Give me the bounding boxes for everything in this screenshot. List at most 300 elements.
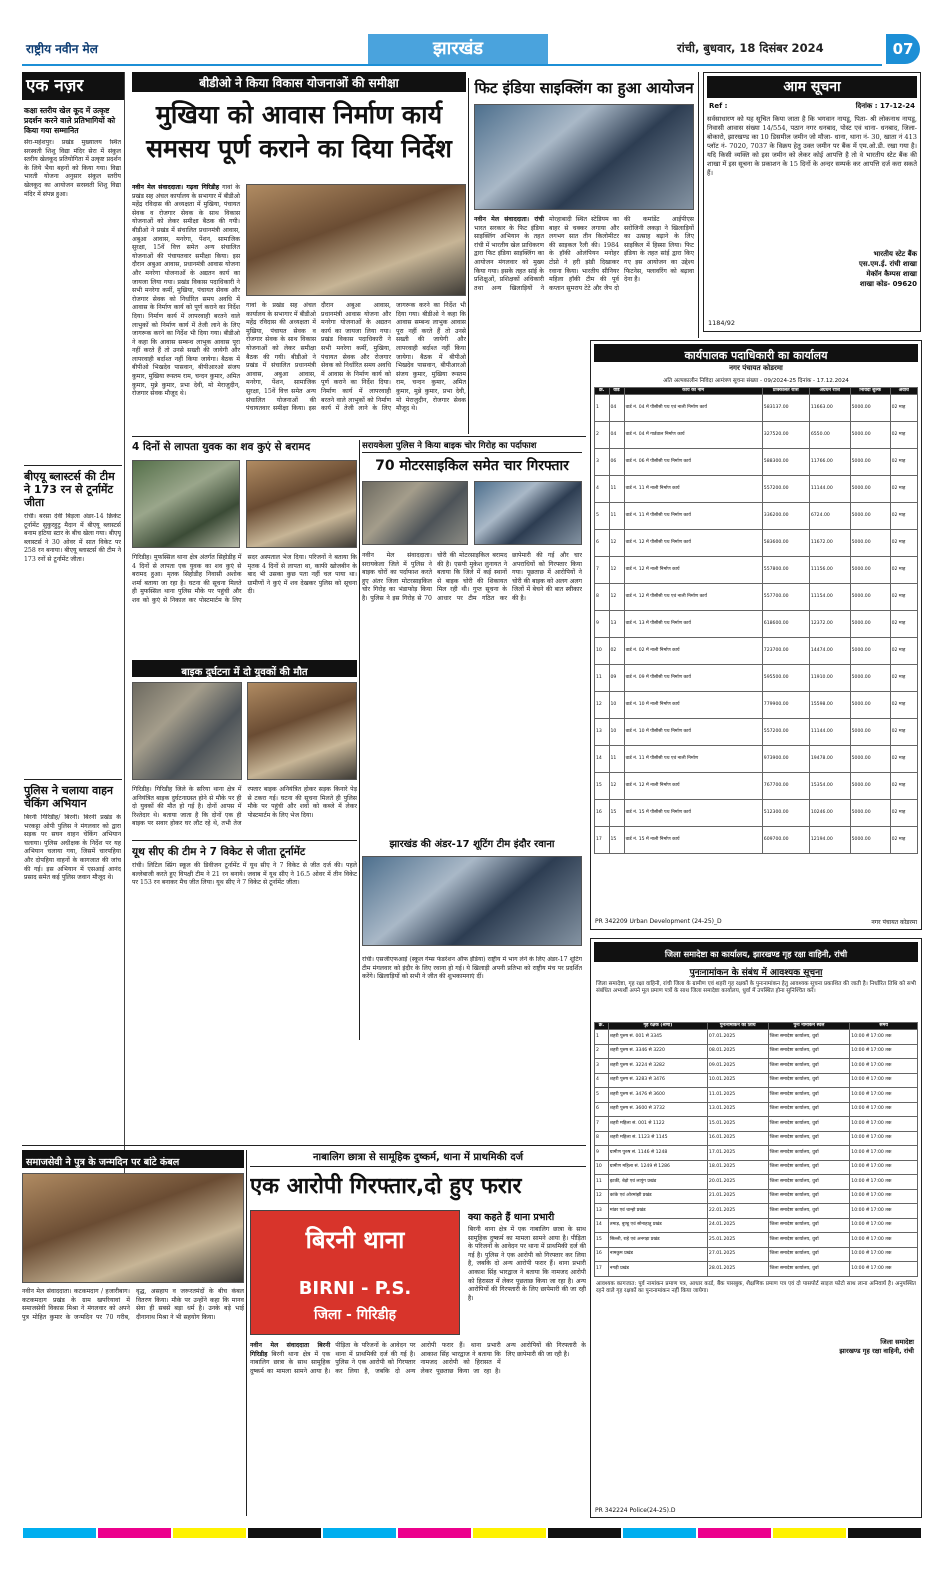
tender-row xyxy=(595,503,918,530)
tender-cell: 5000.00 xyxy=(850,800,890,827)
tender-cell: 8 xyxy=(595,584,610,611)
home-guard-notice xyxy=(590,938,922,1518)
notice-ad-code: 1184/92 xyxy=(708,319,736,327)
home-guard-row xyxy=(595,1059,918,1074)
home-guard-cell: 10:00 से 17:00 तक xyxy=(850,1073,918,1088)
shooting-story xyxy=(362,838,582,950)
masthead xyxy=(22,32,922,66)
home-guard-cell: 10:00 से 17:00 तक xyxy=(850,1059,918,1074)
home-guard-cell: 13 xyxy=(595,1204,609,1219)
tender-cell: 09 xyxy=(609,665,624,692)
tender-intro: अति अल्पकालीन निविदा आमंत्रण सूचना संख्या - 09/2024-25 दिनांक - 17.12.2024 xyxy=(663,378,849,384)
thana-sign-photo xyxy=(250,1210,460,1335)
home-guard-footer: PR 342224 Police(24-25).D xyxy=(595,1507,676,1514)
blanket-story xyxy=(22,1150,244,1516)
home-guard-col-header: पुनःनामांकन की तिथि xyxy=(707,1023,768,1030)
tender-cell: 5000.00 xyxy=(850,638,890,665)
home-guard-cell: शहरी पुरुष सं. 3600 से 3732 xyxy=(608,1102,707,1117)
tender-cell: 5000.00 xyxy=(850,422,890,449)
tender-cell: 11910.00 xyxy=(809,665,850,692)
tender-cell: 5000.00 xyxy=(850,584,890,611)
blanket-photo xyxy=(22,1173,244,1283)
public-notice xyxy=(703,72,921,332)
lead-body: नवीन मेल संवाददाता। गढ़वा गिरिडीह गावां के प्रखंड सह अंचल कार्यालय के सभागार में बीडीओ महेंद्र रविदास की अध्यक्षता में मुखिया, पंचायत सेवक व रोजगार सेवक के साथ विकास योजनाओं को लेकर समीक्षा बैठक की गयी। बीडीओ ने प्रखंड में संचालित प्रधानमंत्री आवास, अबुआ आवास, मनरेगा, पेंशन, सामाजिक सुरक्षा, 15वें वित्त समेत अन्य संचालित योजनाओं की पंचायतवार समीक्षा किया। इस दौरान अबुआ आवास, प्रधानमंत्री आवास योजना और मनरेगा योजनाओं के अद्यतन कार्य का जायजा लिया गया। प्रखंड विकास पदाधिकारी ने सभी मनरेगा कर्मी, मुखिया, पंचायत सेवक और रोजगार सेवक को निर्धारित समय अवधि में आवास के निर्माण कार्य को पूर्ण कराने का निर्देश दिया। निर्माण कार्य में लापरवाही बरतने वाले लाभुकों को निर्माण कार्य में तेजी लाने के लिए जागरूक करने का निर्देश भी दिया गया। बीडीओ ने कहा कि आवास सम्बन्ध लाभुक आवास पूरा नहीं करते हैं तो उनसे सख्ती की जायेगी और लापरवाही बर्दाश्त नहीं किया जायेगा। बैठक में बीपीओ भिखदेव पासवान, बीपीआरओ संजय कुमार, मुखिया रूस्तम राम, चन्दन कुमार, अमित कुमार, मुन्ने कुमार, प्रभा देवी, मो मेराजुदीन, रोजगार सेवक मौजूद थे। xyxy=(132,184,240,398)
tender-cell: 04 xyxy=(609,422,624,449)
tender-cell: 10246.00 xyxy=(809,800,850,827)
tender-row xyxy=(595,557,918,584)
tender-cell: 02 माह xyxy=(890,827,917,854)
missing-youth-photo-1 xyxy=(132,460,240,548)
tender-row xyxy=(595,638,918,665)
home-guard-row xyxy=(595,1044,918,1059)
home-guard-cell: शहरी पुरुष सं. 3476 से 3600 xyxy=(608,1088,707,1103)
tender-cell: 5000.00 xyxy=(850,746,890,773)
home-guard-cell: 10:00 से 17:00 तक xyxy=(850,1175,918,1190)
home-guard-row xyxy=(595,1218,918,1233)
tender-cell: 583137.00 xyxy=(762,395,809,422)
tender-cell: 02 माह xyxy=(890,584,917,611)
home-guard-cell: 10:00 से 17:00 तक xyxy=(850,1030,918,1045)
home-guard-cell: नगड़ी प्रखंड xyxy=(608,1262,707,1277)
tender-cell: 5000.00 xyxy=(850,503,890,530)
bike-theft-story xyxy=(362,440,582,835)
home-guard-cell: 17 xyxy=(595,1262,609,1277)
tender-cell: 02 माह xyxy=(890,611,917,638)
home-guard-cell: 09.01.2025 xyxy=(707,1059,768,1074)
tender-cell: 15 xyxy=(609,827,624,854)
home-guard-notes: आवश्यक कागजात: पूर्व नामांकन प्रमाण पत्र, आधार कार्ड, बैंक पासबुक, शैक्षणिक प्रमाण पत्र एवं दो पासपोर्ट साइज फोटो साथ लाना अनिवार्य है। अनुपस्थित रहने वाले गृह रक्षकों का पुनःनामांकन नहीं किया जायेगा। xyxy=(596,1280,916,1294)
tender-cell: 11672.00 xyxy=(809,530,850,557)
tender-cell: वार्ड नं. 12 में पीसीसी पथ एवं नाली निर्माण कार्य xyxy=(624,584,762,611)
story-checking-body: बिरनी गिरिडीह/ बिरनी। बिरनी प्रखंड के भरकट्टा ओपी पुलिस ने मंगलवार को द्वारा सड़क पर सघन वाहन चेकिंग अभियान चलाया। पुलिस अधीक्षक के निर्देश पर यह अभियान चलाया गया, जिसमें चारपहिया और दोपहिया वाहनों के कागजात की जांच की गई। इस अभियान में एसआई आनंद प्रसाद समेत कई पुलिस जवान मौजूद थे। xyxy=(24,814,121,882)
tender-cell: 02 माह xyxy=(890,557,917,584)
page-number-badge xyxy=(886,34,920,64)
tender-cell: 11663.00 xyxy=(809,395,850,422)
home-guard-row xyxy=(595,1247,918,1262)
notice-ref: Ref : xyxy=(709,102,728,110)
tender-cell: 12 xyxy=(609,557,624,584)
tender-cell: 02 माह xyxy=(890,665,917,692)
tender-cell: वार्ड नं. 06 में पीसीसी पथ निर्माण कार्य xyxy=(624,449,762,476)
lead-headline-2: समसय पूर्ण कराने का दिया निर्देश xyxy=(146,134,452,163)
tender-cell: वार्ड नं. 10 में नाली निर्माण कार्य xyxy=(624,692,762,719)
tender-cell: 557800.00 xyxy=(762,557,809,584)
crime-kicker: नाबालिग छात्रा से सामूहिक दुष्कर्म, थाना में प्राथमिकी दर्ज xyxy=(250,1150,586,1167)
home-guard-cell: 15.01.2025 xyxy=(707,1117,768,1132)
home-guard-cell: 10:00 से 17:00 तक xyxy=(850,1117,918,1132)
tender-cell: वार्ड नं. 09 में पीसीसी पथ निर्माण कार्य xyxy=(624,665,762,692)
lead-story xyxy=(132,72,466,432)
tender-cell: वार्ड नं. 12 में नाली निर्माण कार्य xyxy=(624,557,762,584)
tender-cell: वार्ड नं. 15 में नाली निर्माण कार्य xyxy=(624,827,762,854)
tender-cell: 15 xyxy=(595,773,610,800)
bike-theft-body: नवीन मेल संवाददाता। सरायकेला जिले में पुलिस ने बाइक चोरों का पर्दाफाश करते हुए अंतर जिला मोटरसाइकिल चोर गिरोह का भंडाफोड़ किया है। पुलिस ने इस गिरोह से 70 चोरी की मोटरसाइकिल बरामद की है। एसपी मुकेश लुनायत ने बताया कि जिले में कई स्थानों से बाइक चोरी की शिकायत मिल रही थी। गुप्त सूचना के आधार पर टीम गठित कर छापेमारी की गई और चार अपराधियों को गिरफ्तार किया गया। पूछताछ में आरोपियों ने चोरी की बाइक को अलग अलग जिलों में बेचने की बात स्वीकार की है। xyxy=(362,552,582,602)
tender-row xyxy=(595,692,918,719)
tender-row xyxy=(595,530,918,557)
tender-cell: 02 माह xyxy=(890,800,917,827)
home-guard-cell: जिला समादेष्टा कार्यालय, धुर्वा xyxy=(768,1102,850,1117)
tender-row xyxy=(595,584,918,611)
tender-cell: 327520.00 xyxy=(762,422,809,449)
missing-youth-story xyxy=(132,440,357,652)
tender-row xyxy=(595,395,918,422)
tender-cell: वार्ड नं. 15 में पीसीसी पथ निर्माण कार्य xyxy=(624,800,762,827)
tender-cell: 5000.00 xyxy=(850,665,890,692)
tender-cell: 512300.00 xyxy=(762,800,809,827)
tender-cell: 11 xyxy=(609,746,624,773)
notice-sign-1: भारतीय स्टेट बैंक xyxy=(873,250,917,258)
tender-cell: 06 xyxy=(609,449,624,476)
home-guard-row xyxy=(595,1073,918,1088)
accident-story xyxy=(132,660,357,840)
home-guard-col-header: समय xyxy=(850,1023,918,1030)
home-guard-row xyxy=(595,1160,918,1175)
tender-cell: 12 xyxy=(609,584,624,611)
accident-photo-1 xyxy=(132,682,242,780)
thana-sign-text-3: जिला - गिरिडीह xyxy=(313,1307,397,1323)
tender-cell: 15 xyxy=(609,800,624,827)
accident-headline-bar: बाइक दुर्घटना में दो युवकों की मौत xyxy=(132,660,357,677)
color-swatch xyxy=(698,1528,771,1538)
left-column xyxy=(22,72,125,1232)
tender-cell: 02 माह xyxy=(890,530,917,557)
tender-row xyxy=(595,611,918,638)
tender-cell: 5000.00 xyxy=(850,719,890,746)
home-guard-col-header: क्र. xyxy=(595,1023,609,1030)
tender-cell: 6 xyxy=(595,530,610,557)
tender-cell: 02 माह xyxy=(890,476,917,503)
home-guard-cell: तमाड़, बुण्डू एवं सोनाहातु प्रखंड xyxy=(608,1218,707,1233)
tender-cell: 11156.00 xyxy=(809,557,850,584)
crime-story xyxy=(250,1150,586,1516)
home-guard-cell: 10:00 से 17:00 तक xyxy=(850,1160,918,1175)
home-guard-cell: जिला समादेष्टा कार्यालय, धुर्वा xyxy=(768,1233,850,1248)
tender-cell: 4 xyxy=(595,476,610,503)
tender-cell: 16 xyxy=(595,800,610,827)
tender-table xyxy=(594,387,918,854)
tender-cell: 5000.00 xyxy=(850,827,890,854)
home-guard-cell: शहरी पुरुष सं. 3346 से 3220 xyxy=(608,1044,707,1059)
home-guard-col-header: गृह रक्षक (श्रेणी) xyxy=(608,1023,707,1030)
color-swatch xyxy=(173,1528,246,1538)
accident-body: गिरिडीह। गिरिडीह जिले के सरिया थाना क्षेत्र में अनियंत्रित बाइक दुर्घटनाग्रस्त होने से मौके पर ही दो युवकों की मौत हो गई है। दोनों आपस में रिश्तेदार थे। बताया जाता है कि दोनों एक ही बाइक पर सवार होकर घर लौट रहे थे, तभी तेज रफ्तार बाइक अनियंत्रित होकर सड़क किनारे पेड़ से टकरा गई। घटना की सूचना मिलते ही पुलिस मौके पर पहुंची और शवों को कब्जे में लेकर पोस्टमार्टम के लिए भेज दिया। xyxy=(132,786,357,828)
color-swatch xyxy=(323,1528,396,1538)
tender-cell: 609700.00 xyxy=(762,827,809,854)
tender-cell: 557700.00 xyxy=(762,584,809,611)
tender-cell: वार्ड नं. 13 में पीसीसी पथ निर्माण कार्य xyxy=(624,611,762,638)
home-guard-cell: सिल्ली, राहे एवं अनगड़ा प्रखंड xyxy=(608,1233,707,1248)
story-bau-body: रांची। बरसा देवी बिड़ला अंडर-14 क्रिकेट टूर्नामेंट सुकुरहुटु मैदान में बीएयू ब्लास्टर्स बनाम हटिया स्टार के बीच खेला गया। बीएयू ब्लास्टर्स ने 30 ओवर में सात विकेट पर 258 रन बनाया। बीएयू ब्लास्टर्स की टीम ने 173 रनों से टूर्नामेंट जीता। xyxy=(24,513,121,563)
thana-sign-text-1: बिरनी थाना xyxy=(305,1226,405,1254)
home-guard-cell: 13.01.2025 xyxy=(707,1102,768,1117)
home-guard-cell: 10:00 से 17:00 तक xyxy=(850,1247,918,1262)
tender-cell: 779900.00 xyxy=(762,692,809,719)
missing-youth-body: गिरिडीह। मुफस्सिल थाना क्षेत्र अंतर्गत सिहोडीह में 4 दिनों से लापता एक युवक का शव कुएं से बरामद हुआ। मृतक सिहोडीह निवासी अशोक शर्मा बताया जा रहा है। घटना की सूचना मिलते ही मुफस्सिल थाना पुलिस मौके पर पहुंची और शव को कुएं से निकाल कर पोस्टमार्टम के लिए सदर अस्पताल भेज दिया। परिजनों ने बताया कि मृतक 4 दिनों से लापता था, काफी खोजबीन के बाद भी उसका कुछ पता नहीं चल पाया था। ग्रामीणों ने कुएं में शव देखकर पुलिस को सूचना दी। xyxy=(132,554,357,604)
home-guard-cell: शहरी पुरुष सं. 3224 से 3282 xyxy=(608,1059,707,1074)
home-guard-cell: कांके एवं ओरमांझी प्रखंड xyxy=(608,1189,707,1204)
lead-headline-1: मुखिया को आवास निर्माण कार्य xyxy=(155,100,443,129)
color-swatch xyxy=(23,1528,96,1538)
tender-cell: 12 xyxy=(609,773,624,800)
tender-cell: 588300.00 xyxy=(762,449,809,476)
tender-subtitle: नगर पंचायत कोडरमा xyxy=(729,364,783,372)
tender-row xyxy=(595,719,918,746)
home-guard-cell: जिला समादेष्टा कार्यालय, धुर्वा xyxy=(768,1262,850,1277)
thana-sign-text-2: BIRNI - P.S. xyxy=(298,1278,412,1299)
home-guard-cell: 17.01.2025 xyxy=(707,1146,768,1161)
home-guard-cell: 3 xyxy=(595,1059,609,1074)
tender-cell: वार्ड नं. 11 में पीसीसी पथ निर्माण कार्य xyxy=(624,503,762,530)
tender-cell: 6550.00 xyxy=(809,422,850,449)
bike-theft-kicker: सरायकेला पुलिस ने किया बाइक चोर गिरोह का पर्दाफाश xyxy=(362,440,582,453)
home-guard-cell: 11.01.2025 xyxy=(707,1088,768,1103)
tender-cell: 02 माह xyxy=(890,638,917,665)
home-guard-row xyxy=(595,1233,918,1248)
tender-footer-left: PR 342209 Urban Development (24-25)_D xyxy=(595,918,722,925)
tender-cell: 557200.00 xyxy=(762,719,809,746)
home-guard-cell: 28.01.2025 xyxy=(707,1262,768,1277)
cycling-headline: फिट इंडिया साइक्लिंग का हुआ आयोजन xyxy=(474,79,694,97)
lead-kicker: बीडीओ ने किया विकास योजनाओं की समीक्षा xyxy=(132,72,466,92)
crime-byline: नवीन मेल संवाददाता बिरनी गिरिडीह xyxy=(250,1342,331,1358)
accident-photo-2 xyxy=(247,682,357,780)
tender-cell: वार्ड नं. 04 में गार्डवाल निर्माण कार्य xyxy=(624,422,762,449)
tender-cell: 02 माह xyxy=(890,503,917,530)
bike-theft-headline: 70 मोटरसाइकिल समेत चार गिरफ्तार xyxy=(375,458,569,474)
tender-cell: 5000.00 xyxy=(850,773,890,800)
home-guard-cell: जिला समादेष्टा कार्यालय, धुर्वा xyxy=(768,1218,850,1233)
cycling-body: नवीन मेल संवाददाता। रांची भारत सरकार के फिट इंडिया साइक्लिंग अभियान के तहत रांची में भारतीय खेल प्राधिकरण द्वारा फिट इंडिया साइक्लिंग का आयोजन मंगलवार को मुख्य किया गया। इसके तहत सांई के प्रशिक्षुओं, प्रशिक्षकों अधिकारी तथा अन्य खिलाड़ियों ने मोरहाबादी स्थित स्टेडियम का बाहर से चक्कर लगाया और लगभग सात तीन किलोमीटर की साइकल रैली की। 1984 के हॉकी ओलंपियन मनोहर टोप्नो ने हरी झंडी दिखाकर रवाना किया। भारतीय सीनियर महिला हॉकी टीम की पूर्व कप्तान सुमराय टेटे और जैप दो की कमांडेंट आईपीएस सरोजिनी लकड़ा ने खिलाड़ियों का उत्साह बढ़ाने के लिए साइकिल में हिस्सा लिया। फिट इंडिया के तहत सांई द्वारा किए गए इस आयोजन का उद्देश्य फिटनेस, फ्लावरिंग को बढ़ावा देना है। xyxy=(474,216,694,292)
home-guard-cell: 4 xyxy=(595,1073,609,1088)
tender-cell: 1 xyxy=(595,395,610,422)
tender-cell: 12 xyxy=(595,692,610,719)
home-guard-cell: जिला समादेष्टा कार्यालय, धुर्वा xyxy=(768,1117,850,1132)
notice-date: दिनांक : 17-12-24 xyxy=(855,102,915,110)
home-guard-cell: नामकुम प्रखंड xyxy=(608,1247,707,1262)
tender-col-header: अग्रधन राशि xyxy=(809,388,850,395)
tender-col-header: कार्य का नाम xyxy=(624,388,762,395)
home-guard-cell: इटकी, बेड़ो एवं लापुंग प्रखंड xyxy=(608,1175,707,1190)
home-guard-row xyxy=(595,1030,918,1045)
shooting-body: रांची। एसजीएफआई (स्कूल गेम्स फेडरेशन ऑफ इंडिया) राष्ट्रीय में भाग लेने के लिए अंडर-17 शूटिंग टीम मंगलवार को इंदौर के लिए रवाना हो गई। ये खिलाड़ी अपनी प्रतिभा को राष्ट्रीय मंच पर प्रदर्शित करेंगे। खिलाड़ियों को सभी ने जीत की शुभकामनाएं दीं। xyxy=(362,956,582,981)
home-guard-cell: 10:00 से 17:00 तक xyxy=(850,1146,918,1161)
home-guard-row xyxy=(595,1189,918,1204)
home-guard-row xyxy=(595,1088,918,1103)
tender-footer-right: नगर पंचायत कोडरमा xyxy=(871,919,917,926)
tender-cell: 19478.00 xyxy=(809,746,850,773)
home-guard-row xyxy=(595,1175,918,1190)
home-guard-cell: जिला समादेष्टा कार्यालय, धुर्वा xyxy=(768,1073,850,1088)
notice-sign-3: मेकॉन कैम्पस शाखा xyxy=(866,270,917,278)
tender-cell: वार्ड नं. 11 में नाली निर्माण कार्य xyxy=(624,476,762,503)
tender-cell: 12372.00 xyxy=(809,611,850,638)
shooting-photo xyxy=(362,856,582,946)
tender-cell: 12194.00 xyxy=(809,827,850,854)
tender-cell: 5000.00 xyxy=(850,476,890,503)
tender-col-header: वार्ड xyxy=(609,388,624,395)
tender-cell: 14 xyxy=(595,746,610,773)
tender-cell: 723700.00 xyxy=(762,638,809,665)
tender-row xyxy=(595,827,918,854)
tender-cell: 9 xyxy=(595,611,610,638)
tender-col-header: प्राक्कलित राशि xyxy=(762,388,809,395)
tender-cell: 02 माह xyxy=(890,746,917,773)
home-guard-cell: 10:00 से 17:00 तक xyxy=(850,1204,918,1219)
tender-cell: 7 xyxy=(595,557,610,584)
cricket-headline: यूथ सीए की टीम ने 7 विकेट से जीता टूर्नामेंट xyxy=(132,846,306,858)
tender-col-header: निविदा शुल्क xyxy=(850,388,890,395)
home-guard-cell: 1 xyxy=(595,1030,609,1045)
footer-color-bar xyxy=(22,1528,922,1538)
crime-side-head: क्या कहते हैं थाना प्रभारी xyxy=(468,1212,555,1223)
tender-cell: 10 xyxy=(609,719,624,746)
home-guard-cell: 14 xyxy=(595,1218,609,1233)
home-guard-cell: 25.01.2025 xyxy=(707,1233,768,1248)
tender-cell: 11144.00 xyxy=(809,476,850,503)
home-guard-cell: जिला समादेष्टा कार्यालय, धुर्वा xyxy=(768,1146,850,1161)
cycling-byline: नवीन मेल संवाददाता। रांची xyxy=(474,216,544,223)
tender-cell: 5000.00 xyxy=(850,557,890,584)
blanket-headline-bar: समाजसेवी ने पुत्र के जन्मदिन पर बांटे कंबल xyxy=(22,1150,244,1168)
home-guard-cell: शहरी पुरुष सं. 001 से 3345 xyxy=(608,1030,707,1045)
tender-notice xyxy=(590,340,922,930)
tender-cell: 15598.00 xyxy=(809,692,850,719)
story-sports-headline: कक्षा स्तरीय खेल कूद में उत्कृष्ट प्रदर्शन करने वाले प्रतिभागियों को किया गया सम्मानित xyxy=(24,106,116,135)
home-guard-cell: 7 xyxy=(595,1117,609,1132)
notice-sign-2: एस.एम.ई. रांची शाखा xyxy=(859,260,917,268)
ek-nazar-tag: एक नज़र xyxy=(22,72,124,100)
home-guard-col-header: पुनः नामांकन स्थल xyxy=(768,1023,850,1030)
tender-cell: 02 माह xyxy=(890,395,917,422)
home-guard-cell: शहरी महिला सं. 1123 से 1145 xyxy=(608,1131,707,1146)
tender-row xyxy=(595,449,918,476)
tender-cell: वार्ड नं. 12 में नाली निर्माण कार्य xyxy=(624,773,762,800)
home-guard-cell: जिला समादेष्टा कार्यालय, धुर्वा xyxy=(768,1175,850,1190)
home-guard-cell: जिला समादेष्टा कार्यालय, धुर्वा xyxy=(768,1160,850,1175)
home-guard-cell: 24.01.2025 xyxy=(707,1218,768,1233)
tender-cell: 13 xyxy=(595,719,610,746)
tender-col-header: अवधि xyxy=(890,388,917,395)
story-sports-body: सेरा-महेशपुर। प्रखंड मुख्यालय स्थित सरस्वती शिशु विद्या मंदिर सेरा में संकुल स्तरीय खेलकूद प्रतियोगिता में उत्कृष्ट प्रदर्शन के लिये भैया बहनों को किया गया। विद्या भारती योजना अनुसार संकुल स्तरीय खेलकूद का आयोजन सरस्वती शिशु विद्या मंदिर में संपन्न हुआ। xyxy=(24,139,121,198)
home-guard-cell: 6 xyxy=(595,1102,609,1117)
tender-cell: 11154.00 xyxy=(809,584,850,611)
tender-row xyxy=(595,422,918,449)
tender-cell: 02 माह xyxy=(890,773,917,800)
story-checking-headline: पुलिस ने चलाया वाहन चेकिंग अभियान xyxy=(24,784,114,810)
tender-title-bar: कार्यपालक पदाधिकारी का कार्यालय xyxy=(594,344,918,362)
home-guard-row xyxy=(595,1204,918,1219)
color-swatch xyxy=(473,1528,546,1538)
home-guard-cell: ग्रामीण महिला सं. 1249 से 1286 xyxy=(608,1160,707,1175)
tender-cell: 17 xyxy=(595,827,610,854)
dateline: रांची, बुधवार, 18 दिसंबर 2024 xyxy=(677,41,824,55)
color-swatch xyxy=(548,1528,621,1538)
home-guard-cell: ग्रामीण पुरुष सं. 1146 से 1248 xyxy=(608,1146,707,1161)
color-swatch xyxy=(98,1528,171,1538)
home-guard-cell: 10:00 से 17:00 तक xyxy=(850,1044,918,1059)
home-guard-cell: 27.01.2025 xyxy=(707,1247,768,1262)
tender-cell: 04 xyxy=(609,395,624,422)
home-guard-cell: 08.01.2025 xyxy=(707,1044,768,1059)
home-guard-cell: 10 xyxy=(595,1160,609,1175)
home-guard-cell: 16 xyxy=(595,1247,609,1262)
home-guard-cell: 10:00 से 17:00 तक xyxy=(850,1262,918,1277)
tender-row xyxy=(595,665,918,692)
tender-cell: 12 xyxy=(609,530,624,557)
tender-cell: वार्ड नं. 11 में पीसीसी पथ एवं नाली निर्माण xyxy=(624,746,762,773)
home-guard-cell: शहरी पुरुष सं. 3283 से 3476 xyxy=(608,1073,707,1088)
tender-cell: 5000.00 xyxy=(850,449,890,476)
home-guard-cell: 16.01.2025 xyxy=(707,1131,768,1146)
home-guard-cell: 18.01.2025 xyxy=(707,1160,768,1175)
tender-cell: 11144.00 xyxy=(809,719,850,746)
color-swatch xyxy=(398,1528,471,1538)
home-guard-cell: 2 xyxy=(595,1044,609,1059)
home-guard-cell: शहरी महिला सं. 001 से 1122 xyxy=(608,1117,707,1132)
home-guard-cell: जिला समादेष्टा कार्यालय, धुर्वा xyxy=(768,1059,850,1074)
color-swatch xyxy=(848,1528,921,1538)
bike-theft-photo-1 xyxy=(362,481,468,545)
home-guard-cell: 10:00 से 17:00 तक xyxy=(850,1088,918,1103)
tender-cell: 11766.00 xyxy=(809,449,850,476)
home-guard-cell: जिला समादेष्टा कार्यालय, धुर्वा xyxy=(768,1189,850,1204)
home-guard-cell: 10.01.2025 xyxy=(707,1073,768,1088)
tender-cell: 5000.00 xyxy=(850,395,890,422)
page-number: 07 xyxy=(892,40,914,58)
home-guard-row xyxy=(595,1102,918,1117)
home-guard-cell: 8 xyxy=(595,1131,609,1146)
home-guard-cell: 11 xyxy=(595,1175,609,1190)
tender-row xyxy=(595,746,918,773)
notice-body: सर्वसाधारण को यह सूचित किया जाता है कि भगवान नायडू, पिता- श्री लोकनाथ नायडू, निवासी आवास संख्या 14/554, पठान नगर धनबाद, पोस्ट एवं थाना- धनबाद, जिला- बोकारो, झारखण्ड का 10 डिसमील जमीन जो मौजा- धाना, थाना नं- 30, खाता नं 413 प्लॉट नं- 7020, 7037 के विक्रय हेतु उक्त जमीन पर बैंक में एम.ओ.डी. रखा गया है। यदि किसी व्यक्ति को इस जमीन को लेकर कोई आपत्ति है तो वे भारतीय स्टेट बैंक की शाखा में इस सूचना के प्रकाशन के 15 दिनों के अन्दर सम्पर्क कर आपत्ति दर्ज करा सकते हैं। xyxy=(707,115,917,177)
home-guard-cell: 10:00 से 17:00 तक xyxy=(850,1189,918,1204)
home-guard-cell: जिला समादेष्टा कार्यालय, धुर्वा xyxy=(768,1131,850,1146)
tender-cell: 02 माह xyxy=(890,719,917,746)
bike-theft-photo-2 xyxy=(474,481,582,545)
tender-cell: 336200.00 xyxy=(762,503,809,530)
tender-cell: 767700.00 xyxy=(762,773,809,800)
tender-cell: 11 xyxy=(609,503,624,530)
home-guard-cell: 10:00 से 17:00 तक xyxy=(850,1131,918,1146)
tender-cell: 583600.00 xyxy=(762,530,809,557)
home-guard-row xyxy=(595,1262,918,1277)
tender-cell: 5 xyxy=(595,503,610,530)
shooting-headline: झारखंड की अंडर-17 शूटिंग टीम इंदौर रवाना xyxy=(389,839,555,850)
tender-cell: 02 माह xyxy=(890,692,917,719)
cricket-story xyxy=(132,840,357,955)
lead-byline: नवीन मेल संवाददाता। गढ़वा गिरिडीह xyxy=(132,184,220,191)
tender-cell: 13 xyxy=(609,611,624,638)
home-guard-subtitle: पुनःनामांकन के संबंध में आवश्यक सूचना xyxy=(689,968,823,978)
tender-row xyxy=(595,476,918,503)
home-guard-cell: मांडर एवं चान्हो प्रखंड xyxy=(608,1204,707,1219)
tender-cell: वार्ड नं. 04 में पीसीसी पथ एवं नाली निर्माण कार्य xyxy=(624,395,762,422)
tender-cell: 10 xyxy=(609,692,624,719)
tender-cell: 14474.00 xyxy=(809,638,850,665)
tender-row xyxy=(595,800,918,827)
home-guard-cell: 10:00 से 17:00 तक xyxy=(850,1102,918,1117)
crime-body: नवीन मेल संवाददाता बिरनी गिरिडीह बिरनी थाना क्षेत्र में एक नाबालिग छात्रा के साथ सामूहिक दुष्कर्म का मामला सामने आया है। पीड़िता के परिजनों के आवेदन पर थाना में प्राथमिकी दर्ज की गई है। पुलिस ने एक आरोपी को गिरफ्तार कर लिया है, जबकि दो अन्य आरोपी फरार हैं। थाना प्रभारी आकाश सिंह भारद्वाज ने बताया कि नामजद आरोपी को हिरासत में लेकर पूछताछ किया जा रहा है। अन्य आरोपियों की गिरफ्तारी के लिए छापेमारी की जा रही है। xyxy=(250,1342,586,1375)
tender-cell: 5000.00 xyxy=(850,530,890,557)
notice-title-bar: आम सूचना xyxy=(707,76,917,98)
blanket-body: नवीन मेल संवाददाता। कटकमदाग / हजारीबाग। कटकमदाग प्रखंड के ग्राम खपरियावां में समाजसेवी विकास मिश्रा ने मंगलवार को अपने पुत्र मोहित कुमार के जन्मदिन पर 70 गरीब, वृद्ध, असहाय व जरूरतमंदों के बीच कंबल वितरण किया। मौके पर उन्होंने कहा कि मानव सेवा ही सबसे बड़ा धर्म है। उनके बड़े भाई दीनानाथ मिश्रा ने भी सहयोग किया। xyxy=(22,1288,244,1321)
home-guard-title-bar: जिला समादेष्टा का कार्यालय, झारखण्ड गृह रक्षा वाहिनी, रांची xyxy=(594,942,918,962)
home-guard-cell: 9 xyxy=(595,1146,609,1161)
tender-cell: वार्ड नं. 12 में पीसीसी पथ निर्माण कार्य xyxy=(624,530,762,557)
color-swatch xyxy=(248,1528,321,1538)
tender-cell: 15354.00 xyxy=(809,773,850,800)
home-guard-cell: 10:00 से 17:00 तक xyxy=(850,1233,918,1248)
